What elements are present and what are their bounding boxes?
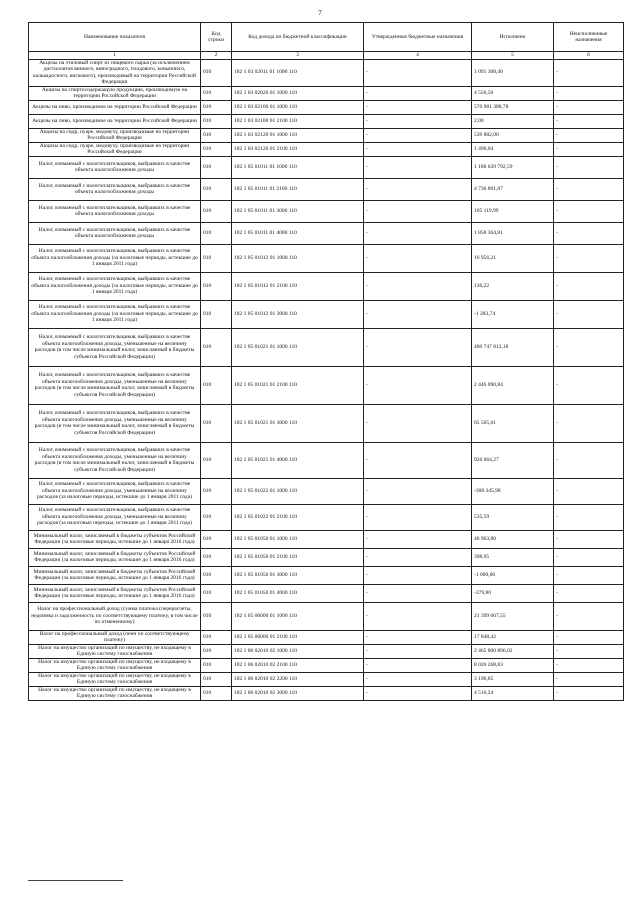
row-unexecuted: - <box>554 59 624 86</box>
row-name: Налог, взимаемый с налогоплательщиков, выбравших в качестве объекта налогообложения доходы, уменьшенные на величину расходов (в том числе минимальный налог, зачисляемый в бюджеты субъектов Российской Федерации) <box>29 404 201 442</box>
row-approved: - <box>364 200 472 222</box>
row-approved: - <box>364 566 472 584</box>
row-code: 010 <box>201 244 232 272</box>
row-kbk: 182 1 05 01021 01 1000 110 <box>232 328 364 366</box>
row-approved: - <box>364 156 472 178</box>
row-kbk: 182 1 05 01011 01 3000 110 <box>232 200 364 222</box>
row-executed: 136,22 <box>472 272 554 300</box>
row-executed: 2 446 090,84 <box>472 366 554 404</box>
row-approved: - <box>364 244 472 272</box>
row-unexecuted: - <box>554 114 624 128</box>
row-approved: - <box>364 504 472 530</box>
row-unexecuted: - <box>554 602 624 630</box>
row-kbk: 182 1 03 02100 01 2100 110 <box>232 114 364 128</box>
row-executed: 2,00 <box>472 114 554 128</box>
column-number-row <box>29 52 624 60</box>
row-unexecuted: - <box>554 658 624 672</box>
row-approved: - <box>364 686 472 700</box>
table-row <box>29 584 624 602</box>
table-row <box>29 630 624 644</box>
row-code: 010 <box>201 442 232 478</box>
table-row <box>29 114 624 128</box>
table-row <box>29 128 624 142</box>
row-code: 010 <box>201 59 232 86</box>
row-unexecuted: - <box>554 584 624 602</box>
row-executed: 1 490,04 <box>472 142 554 156</box>
table-row <box>29 672 624 686</box>
row-unexecuted: - <box>554 548 624 566</box>
row-kbk: 182 1 05 01050 01 2100 110 <box>232 548 364 566</box>
row-kbk: 182 1 05 01021 01 2100 110 <box>232 366 364 404</box>
column-header: Наименование показателя <box>29 23 201 52</box>
row-unexecuted: - <box>554 272 624 300</box>
row-unexecuted: - <box>554 244 624 272</box>
row-executed: 1 091 308,40 <box>472 59 554 86</box>
table-row <box>29 272 624 300</box>
row-approved: - <box>364 300 472 328</box>
row-name: Налог, взимаемый с налогоплательщиков, выбравших в качестве объекта налогообложения доходы, уменьшенные на величину расходов (в том числе минимальный налог, зачисляемый в бюджеты субъектов Российской Федерации) <box>29 366 201 404</box>
row-kbk: 182 1 05 01011 01 1000 110 <box>232 156 364 178</box>
row-executed: 460 747 812,18 <box>472 328 554 366</box>
row-code: 010 <box>201 200 232 222</box>
row-name: Налог, взимаемый с налогоплательщиков, выбравших в качестве объекта налогообложения доходы <box>29 156 201 178</box>
row-approved: - <box>364 442 472 478</box>
row-unexecuted: - <box>554 366 624 404</box>
row-name: Налог на имущество организаций по имуществу, не входящему в Единую систему газоснабжения <box>29 644 201 658</box>
row-kbk: 182 1 05 01021 01 4000 110 <box>232 442 364 478</box>
row-name: Акцизы на пиво, производимое на территории Российской Федерации <box>29 100 201 114</box>
row-name: Налог, взимаемый с налогоплательщиков, выбравших в качестве объекта налогообложения доходы, уменьшенные на величину расходов (в том числе минимальный налог, зачисляемый в бюджеты субъектов Российской Федерации) <box>29 328 201 366</box>
row-executed: 570 981 388,78 <box>472 100 554 114</box>
row-kbk: 182 1 03 02120 01 2100 110 <box>232 142 364 156</box>
row-code: 010 <box>201 548 232 566</box>
row-approved: - <box>364 672 472 686</box>
row-unexecuted: - <box>554 142 624 156</box>
footer-divider <box>28 880 123 881</box>
row-code: 010 <box>201 404 232 442</box>
row-name: Налог, взимаемый с налогоплательщиков, выбравших в качестве объекта налогообложения доходы (за налоговые периоды, истекшие до 1 января 2011 года) <box>29 300 201 328</box>
row-approved: - <box>364 404 472 442</box>
page-number: 7 <box>318 9 322 17</box>
row-executed: 2 465 800 896,02 <box>472 644 554 658</box>
row-code: 010 <box>201 530 232 548</box>
table-body <box>29 59 624 700</box>
table-row <box>29 222 624 244</box>
row-executed: 17 848,42 <box>472 630 554 644</box>
table-row <box>29 300 624 328</box>
table-row <box>29 178 624 200</box>
row-unexecuted: - <box>554 530 624 548</box>
row-approved: - <box>364 630 472 644</box>
row-kbk: 182 1 06 02010 02 1000 110 <box>232 644 364 658</box>
row-code: 010 <box>201 584 232 602</box>
row-name: Налог, взимаемый с налогоплательщиков, выбравших в качестве объекта налогообложения доходы <box>29 178 201 200</box>
row-unexecuted: - <box>554 672 624 686</box>
row-name: Налог на имущество организаций по имуществу, не входящему в Единую систему газоснабжения <box>29 686 201 700</box>
column-header: Код строки <box>201 23 232 52</box>
row-approved: - <box>364 114 472 128</box>
row-code: 010 <box>201 630 232 644</box>
row-unexecuted: - <box>554 504 624 530</box>
row-unexecuted: - <box>554 566 624 584</box>
row-kbk: 182 1 03 02120 01 1000 110 <box>232 128 364 142</box>
row-approved: - <box>364 128 472 142</box>
row-approved: - <box>364 548 472 566</box>
column-header: Неисполненные назначения <box>554 23 624 52</box>
row-name: Акцизы на сидр, пуаре, медовуху, производимые на территории Российской Федерации <box>29 128 201 142</box>
row-unexecuted: - <box>554 686 624 700</box>
row-unexecuted: - <box>554 100 624 114</box>
row-approved: - <box>364 222 472 244</box>
table-row <box>29 548 624 566</box>
row-executed: 1 186 639 792,59 <box>472 156 554 178</box>
table-row <box>29 366 624 404</box>
row-unexecuted: - <box>554 442 624 478</box>
row-code: 010 <box>201 156 232 178</box>
table-row <box>29 530 624 548</box>
row-executed: 65 565,61 <box>472 404 554 442</box>
row-kbk: 182 1 05 01022 01 1000 110 <box>232 478 364 504</box>
table-row <box>29 59 624 86</box>
row-name: Налог на имущество организаций по имуществу, не входящему в Единую систему газоснабжения <box>29 658 201 672</box>
row-unexecuted: - <box>554 222 624 244</box>
row-code: 010 <box>201 366 232 404</box>
row-code: 010 <box>201 504 232 530</box>
row-approved: - <box>364 658 472 672</box>
row-kbk: 182 1 05 01012 01 1000 110 <box>232 244 364 272</box>
table-row <box>29 478 624 504</box>
row-executed: -1 283,74 <box>472 300 554 328</box>
row-unexecuted: - <box>554 200 624 222</box>
table-row <box>29 686 624 700</box>
row-approved: - <box>364 86 472 100</box>
row-name: Минимальный налог, зачисляемый в бюджеты субъектов Российской Федерации (за налоговые периоды, истекшие до 1 января 2016 года) <box>29 530 201 548</box>
row-code: 010 <box>201 114 232 128</box>
table-row <box>29 566 624 584</box>
row-code: 010 <box>201 566 232 584</box>
row-approved: - <box>364 142 472 156</box>
row-kbk: 182 1 03 02020 01 1000 110 <box>232 86 364 100</box>
row-approved: - <box>364 584 472 602</box>
row-code: 010 <box>201 222 232 244</box>
column-header: Утвержденные бюджетные назначения <box>364 23 472 52</box>
row-approved: - <box>364 178 472 200</box>
table-row <box>29 156 624 178</box>
row-approved: - <box>364 100 472 114</box>
row-executed: 4 736 801,87 <box>472 178 554 200</box>
row-kbk: 182 1 06 02010 02 3000 110 <box>232 686 364 700</box>
row-name: Налог на профессиональный доход (сумма платежа (перерасчеты, недоимка и задолженность по соответствующему платежу, в том числе по отмененному) <box>29 602 201 630</box>
row-executed: -379,80 <box>472 584 554 602</box>
row-unexecuted: - <box>554 630 624 644</box>
column-number: 4 <box>364 52 472 60</box>
row-name: Налог, взимаемый с налогоплательщиков, выбравших в качестве объекта налогообложения доходы <box>29 222 201 244</box>
row-approved: - <box>364 478 472 504</box>
row-name: Акцизы на этиловый спирт из пищевого сырья (за исключением дистиллятов винного, виноградного, плодового, коньячного, кальвадосного, вискового), производимый на территории Российской Федерации <box>29 59 201 86</box>
row-code: 010 <box>201 644 232 658</box>
row-name: Налог, взимаемый с налогоплательщиков, выбравших в качестве объекта налогообложения доходы, уменьшенные на величину расходов (за налоговые периоды, истекшие до 1 января 2011 года) <box>29 478 201 504</box>
row-kbk: 182 1 05 01021 01 3000 110 <box>232 404 364 442</box>
row-unexecuted: - <box>554 478 624 504</box>
table-row <box>29 142 624 156</box>
row-executed: 21 399 667,55 <box>472 602 554 630</box>
row-code: 010 <box>201 272 232 300</box>
row-approved: - <box>364 59 472 86</box>
row-approved: - <box>364 366 472 404</box>
row-name: Минимальный налог, зачисляемый в бюджеты субъектов Российской Федерации (за налоговые периоды, истекшие до 1 января 2016 года) <box>29 584 201 602</box>
row-executed: 4 550,50 <box>472 86 554 100</box>
row-unexecuted: - <box>554 178 624 200</box>
row-name: Акцизы на сидр, пуаре, медовуху, производимые на территории Российской Федерации <box>29 142 201 156</box>
table-row <box>29 404 624 442</box>
column-number: 6 <box>554 52 624 60</box>
row-name: Налог на профессиональный доход (пени по соответствующему платежу) <box>29 630 201 644</box>
row-kbk: 182 1 05 01050 01 1000 110 <box>232 530 364 548</box>
row-code: 010 <box>201 142 232 156</box>
row-approved: - <box>364 328 472 366</box>
row-code: 010 <box>201 672 232 686</box>
row-kbk: 182 1 05 01011 01 4000 110 <box>232 222 364 244</box>
row-executed: 8 026 268,83 <box>472 658 554 672</box>
column-number: 2 <box>201 52 232 60</box>
revenue-table <box>28 22 624 701</box>
row-approved: - <box>364 272 472 300</box>
row-code: 010 <box>201 328 232 366</box>
row-executed: 1 858 364,81 <box>472 222 554 244</box>
row-unexecuted: - <box>554 156 624 178</box>
row-kbk: 182 1 05 06000 01 2100 110 <box>232 630 364 644</box>
row-name: Налог, взимаемый с налогоплательщиков, выбравших в качестве объекта налогообложения доходы, уменьшенные на величину расходов (в том числе минимальный налог, зачисляемый в бюджеты субъектов Российской Федерации) <box>29 442 201 478</box>
table-row <box>29 244 624 272</box>
row-name: Акцизы на спиртосодержащую продукцию, производимую на территории Российской Федерации <box>29 86 201 100</box>
table-row <box>29 328 624 366</box>
table-header-row <box>29 23 624 52</box>
row-kbk: 182 1 05 01012 01 3000 110 <box>232 300 364 328</box>
row-name: Налог на имущество организаций по имуществу, не входящему в Единую систему газоснабжения <box>29 672 201 686</box>
row-kbk: 182 1 05 01050 01 4000 110 <box>232 584 364 602</box>
row-kbk: 182 1 06 02010 02 2200 110 <box>232 672 364 686</box>
row-unexecuted: - <box>554 300 624 328</box>
row-code: 010 <box>201 300 232 328</box>
row-executed: 4 516,24 <box>472 686 554 700</box>
row-kbk: 182 1 06 02010 02 2100 110 <box>232 658 364 672</box>
row-executed: -1 000,00 <box>472 566 554 584</box>
row-code: 010 <box>201 602 232 630</box>
table-row <box>29 602 624 630</box>
row-name: Минимальный налог, зачисляемый в бюджеты субъектов Российской Федерации (за налоговые периоды, истекшие до 1 января 2016 года) <box>29 548 201 566</box>
row-executed: 16 956,21 <box>472 244 554 272</box>
table-row <box>29 658 624 672</box>
row-unexecuted: - <box>554 328 624 366</box>
row-name: Налог, взимаемый с налогоплательщиков, выбравших в качестве объекта налогообложения доходы (за налоговые периоды, истекшие до 1 января 2011 года) <box>29 272 201 300</box>
column-number: 3 <box>232 52 364 60</box>
table-row <box>29 86 624 100</box>
row-code: 010 <box>201 100 232 114</box>
row-code: 010 <box>201 86 232 100</box>
row-unexecuted: - <box>554 86 624 100</box>
row-code: 010 <box>201 128 232 142</box>
row-kbk: 182 1 05 01022 01 2100 110 <box>232 504 364 530</box>
row-executed: 539 882,00 <box>472 128 554 142</box>
table-row <box>29 442 624 478</box>
row-kbk: 182 1 03 02011 01 1000 110 <box>232 59 364 86</box>
row-executed: 535,59 <box>472 504 554 530</box>
row-unexecuted: - <box>554 128 624 142</box>
row-executed: 46 963,80 <box>472 530 554 548</box>
row-approved: - <box>364 644 472 658</box>
row-executed: 398,95 <box>472 548 554 566</box>
table-row <box>29 100 624 114</box>
row-executed: 926 664,27 <box>472 442 554 478</box>
table-row <box>29 200 624 222</box>
row-code: 010 <box>201 178 232 200</box>
row-kbk: 182 1 05 06000 01 1000 110 <box>232 602 364 630</box>
row-executed: -308 345,98 <box>472 478 554 504</box>
table-row <box>29 504 624 530</box>
column-header: Исполнено <box>472 23 554 52</box>
column-header: Код дохода по бюджетной классификации <box>232 23 364 52</box>
row-code: 010 <box>201 686 232 700</box>
row-approved: - <box>364 602 472 630</box>
row-name: Налог, взимаемый с налогоплательщиков, выбравших в качестве объекта налогообложения доходы <box>29 200 201 222</box>
row-kbk: 182 1 05 01012 01 2100 110 <box>232 272 364 300</box>
row-code: 010 <box>201 658 232 672</box>
row-unexecuted: - <box>554 644 624 658</box>
row-kbk: 182 1 05 01011 01 2100 110 <box>232 178 364 200</box>
row-name: Налог, взимаемый с налогоплательщиков, выбравших в качестве объекта налогообложения доходы (за налоговые периоды, истекшие до 1 января 2011 года) <box>29 244 201 272</box>
row-kbk: 182 1 05 01050 01 3000 110 <box>232 566 364 584</box>
row-executed: 105 119,99 <box>472 200 554 222</box>
row-executed: 3 196,05 <box>472 672 554 686</box>
row-approved: - <box>364 530 472 548</box>
row-code: 010 <box>201 478 232 504</box>
row-name: Минимальный налог, зачисляемый в бюджеты субъектов Российской Федерации (за налоговые периоды, истекшие до 1 января 2016 года) <box>29 566 201 584</box>
row-kbk: 182 1 03 02100 01 1000 110 <box>232 100 364 114</box>
column-number: 1 <box>29 52 201 60</box>
column-number: 5 <box>472 52 554 60</box>
row-name: Акцизы на пиво, производимое на территории Российской Федерации <box>29 114 201 128</box>
row-name: Налог, взимаемый с налогоплательщиков, выбравших в качестве объекта налогообложения доходы, уменьшенные на величину расходов (за налоговые периоды, истекшие до 1 января 2011 года) <box>29 504 201 530</box>
table-row <box>29 644 624 658</box>
row-unexecuted: - <box>554 404 624 442</box>
